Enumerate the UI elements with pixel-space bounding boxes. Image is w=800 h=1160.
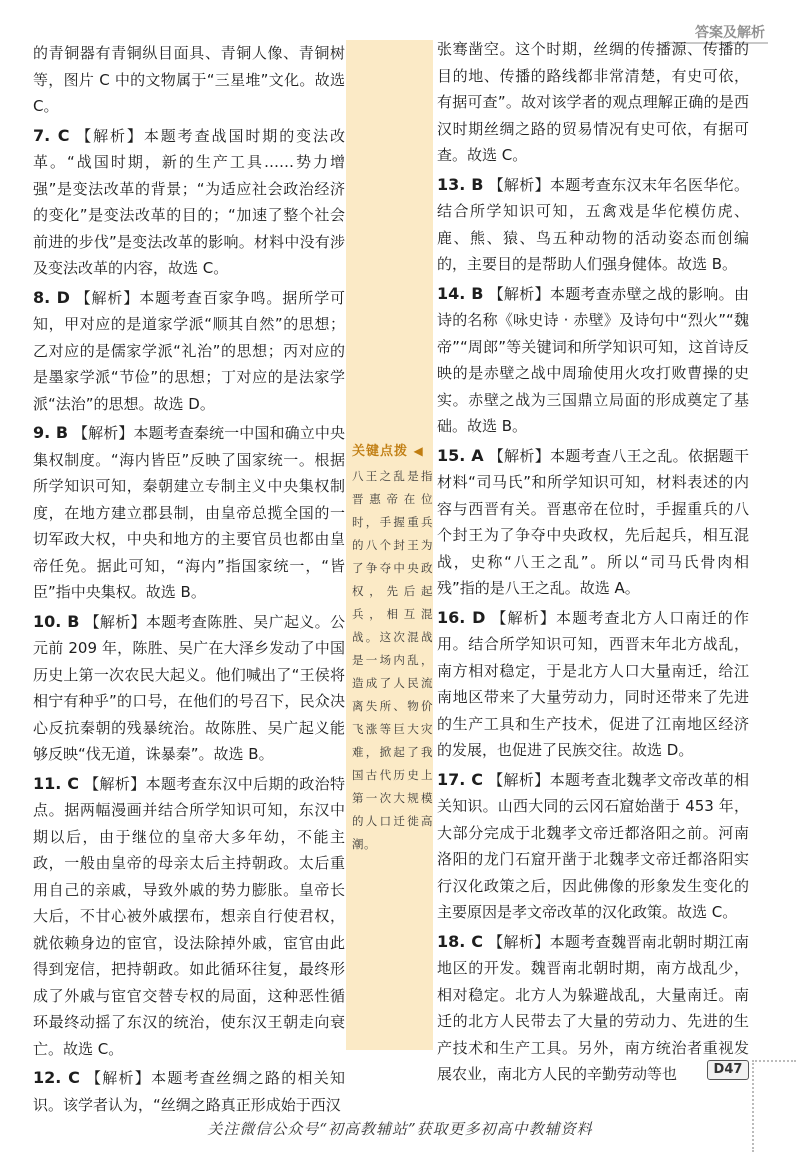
page-number: D47 — [707, 1060, 749, 1080]
right-column — [437, 36, 749, 1088]
answer-11 — [33, 771, 345, 1063]
answer-text: 的青铜器有青铜纵目面具、青铜人像、青铜树等，图片 C 中的文物属于“三星堆”文化。故选 C。 — [33, 44, 345, 115]
answer-text: 本题考查赤壁之战的影响。由诗的名称《咏史诗 · 赤壁》及诗句中“烈火”“魏帝”“周郎”等关键词和所学知识可知，这首诗反映的是赤壁之战中周瑜使用火攻打败曹操的史实。赤壁之战为三国鼎立局面的形成奠定了基础。故选 B。 — [437, 284, 749, 435]
answer-continuation — [437, 36, 749, 169]
analysis-tag: 【解析】 — [488, 175, 550, 194]
analysis-tag: 【解析】 — [72, 424, 134, 442]
answer-number: 10. B — [33, 611, 80, 631]
analysis-tag: 【解析】 — [488, 932, 550, 951]
answer-12 — [33, 1065, 345, 1118]
answer-text: 本题考查战国时期的变法改革。“战国时期，新的生产工具……势力增强”是变法改革的背景；“为适应社会政治经济的变化”是变法改革的目的；“加速了整个社会前进的步伐”是变法改革的影响。材料中没有涉及变法改革的内容，故选 C。 — [33, 126, 345, 277]
answer-number: 11. C — [33, 773, 80, 793]
answer-text: 本题考查八王之乱。依据题干材料“司马氏”和所学知识可知，材料表述的内容与西晋有关。晋惠帝在位时，手握重兵的八个封王为了争夺中央政权，先后起兵，相互混战，史称“八王之乱”。所以“司马氏骨肉相残”指的是八王之乱。故选 A。 — [437, 446, 749, 597]
footer-note: 关注微信公众号“初高教辅站”获取更多初高中教辅资料 — [207, 1120, 593, 1138]
analysis-tag: 【解析】 — [488, 284, 550, 303]
answer-10 — [33, 609, 345, 768]
answer-text: 本题考查北方人口南迁的作用。结合所学知识可知，西晋末年北方战乱，南方相对稳定，于是北方人口大量南迁，给江南地区带来了大量劳动力，同时还带来了先进的生产工具和生产技术，促进了江南地区经济的发展，也促进了民族交往。故选 D。 — [437, 608, 749, 759]
answer-8 — [33, 285, 345, 418]
section-header: 答案及解析 — [695, 25, 765, 41]
key-point-body: 八王之乱是指晋惠帝在位时，手握重兵的八个封王为了争夺中央政权，先后起兵，相互混战。这次混战是一场内乱，造成了人民流离失所、物价飞涨等巨大灾难，掀起了我国古代历史上第一次大规模的人口迁徙高潮。 — [352, 469, 433, 851]
answer-16 — [437, 605, 749, 764]
analysis-tag: 【解析】 — [491, 608, 557, 627]
key-point-title — [352, 440, 433, 459]
answer-14 — [437, 281, 749, 440]
analysis-tag: 【解析】 — [488, 770, 550, 789]
answer-text: 本题考查魏晋南北朝时期江南地区的开发。魏晋南北朝时期，南方战乱少，相对稳定。北方人为躲避战乱，大量南迁。南迁的北方人民带去了大量的劳动力、先进的生产技术和生产工具。另外，南方统治者重视发展农业，南北方人民的辛勤劳动等也 — [437, 932, 749, 1083]
answer-9 — [33, 420, 345, 606]
answer-17 — [437, 767, 749, 926]
answer-number: 18. C — [437, 931, 484, 951]
answer-text: 本题考查秦统一中国和确立中央集权制度。“海内皆臣”反映了国家统一。根据所学知识可知，秦朝建立专制主义中央集权制度，在地方建立郡县制，由皇帝总揽全国的一切军政大权，中央和地方的主要官员也都由皇帝任免。据此可知，“海内”指国家统一，“皆臣”指中央集权。故选 B。 — [33, 424, 345, 601]
answer-number: 7. C — [33, 125, 70, 145]
answer-number: 8. D — [33, 287, 70, 307]
answer-number: 12. C — [33, 1068, 80, 1087]
answer-number: 13. B — [437, 174, 484, 194]
answer-text: 本题考查百家争鸣。据所学可知，甲对应的是道家学派“顺其自然”的思想；乙对应的是儒家学派“礼治”的思想；丙对应的是墨家学派“节俭”的思想；丁对应的是法家学派“法治”的思想。故选 D。 — [33, 288, 345, 413]
analysis-tag: 【解析】 — [84, 612, 146, 631]
answer-text: 本题考查东汉末年名医华佗。结合所学知识可知，五禽戏是华佗模仿虎、鹿、熊、猿、鸟五种动物的活动姿态而创编的，主要目的是帮助人们强身健体。故选 B。 — [437, 175, 749, 273]
answer-text: 本题考查丝绸之路的相关知识。该学者认为，“丝绸之路真正形成始于西汉 — [33, 1069, 345, 1114]
answer-18 — [437, 929, 749, 1088]
answer-15 — [437, 443, 749, 602]
pointer-arrow-icon: ◀ — [413, 444, 424, 458]
answer-number: 15. A — [437, 445, 484, 465]
answer-text: 本题考查陈胜、吴广起义。公元前 209 年，陈胜、吴广在大泽乡发动了中国历史上第一次农民大起义。他们喊出了“王侯将相宁有种乎”的口号，在他们的号召下，民众决心反抗秦朝的残暴统治。故陈胜、吴广起义能够反映“伐无道，诛暴秦”。故选 B。 — [33, 612, 345, 763]
answer-text: 本题考查东汉中后期的政治特点。据两幅漫画并结合所学知识可知，东汉中期以后，由于继位的皇帝大多年幼，不能主政，一般由皇帝的母亲太后主持朝政。太后重用自己的亲戚，导致外戚的势力膨胀。皇帝长大后，不甘心被外戚摆布，想亲自行使君权，就依赖身边的宦官，设法除掉外戚，宦官由此得到宠信，把持朝政。如此循环往复，最终形成了外戚与宦官交替专权的局面，这种恶性循环最终动摇了东汉的统治，使东汉王朝走向衰亡。故选 C。 — [33, 774, 345, 1058]
left-column — [33, 40, 345, 1118]
key-point-sidebar — [352, 440, 433, 856]
answer-7 — [33, 123, 345, 282]
answer-number: 14. B — [437, 283, 484, 303]
analysis-tag: 【解析】 — [488, 446, 551, 465]
answer-text: 本题考查北魏孝文帝改革的相关知识。山西大同的云冈石窟始凿于 453 年，大部分完成于北魏孝文帝迁都洛阳之前。河南洛阳的龙门石窟开凿于北魏孝文帝迁都洛阳实行汉化政策之后，因此佛像的形象发生变化的主要原因是孝文帝改革的汉化政策。故选 C。 — [437, 770, 749, 921]
key-point-title-text: 关键点拨 — [352, 444, 409, 459]
analysis-tag: 【解析】 — [75, 288, 140, 307]
answer-text: 张骞凿空。这个时期，丝绸的传播源、传播的目的地、传播的路线都非常清楚，有史可依，有据可查”。故对该学者的观点理解正确的是西汉时期丝绸之路的贸易情况有史可依，有据可查。故选 C。 — [437, 40, 749, 164]
answer-number: 17. C — [437, 769, 484, 789]
analysis-tag: 【解析】 — [76, 126, 144, 145]
answer-number: 16. D — [437, 607, 486, 627]
analysis-tag: 【解析】 — [85, 1069, 152, 1087]
answer-13 — [437, 172, 749, 278]
answer-continuation — [33, 40, 345, 120]
analysis-tag: 【解析】 — [84, 774, 146, 793]
answer-number: 9. B — [33, 423, 69, 442]
